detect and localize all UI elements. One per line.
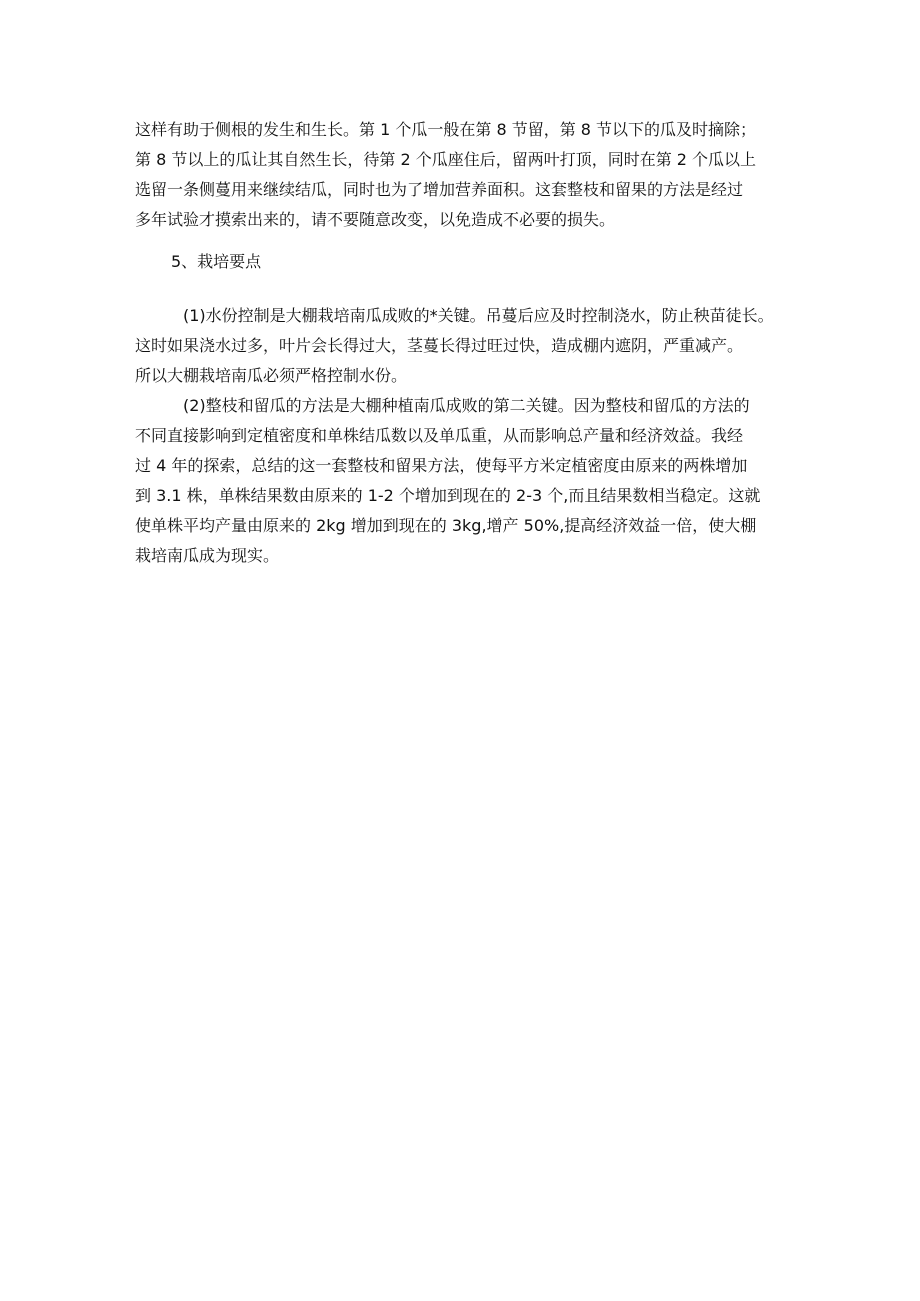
text-line: 第 8 节以上的瓜让其自然生长，待第 2 个瓜座住后，留两叶打顶，同时在第 2 个瓜以上 [135,150,757,169]
text-line: 使单株平均产量由原来的 2kg 增加到现在的 3kg,增产 50%,提高经济效益一倍，使大棚 [135,516,757,535]
text-line: 不同直接影响到定植密度和单株结瓜数以及单瓜重，从而影响总产量和经济效益。我经 [135,426,744,445]
text-line: 多年试验才摸索出来的，请不要随意改变，以免造成不必要的损失。 [135,210,616,229]
text-line: 过 4 年的探索，总结的这一套整枝和留果方法，使每平方米定植密度由原来的两株增加 [135,456,748,475]
text-line: 选留一条侧蔓用来继续结瓜，同时也为了增加营养面积。这套整枝和留果的方法是经过 [135,180,744,199]
document-body [135,115,787,571]
text-line: 所以大棚栽培南瓜必须严格控制水份。 [135,366,408,385]
text-line: (1)水份控制是大棚栽培南瓜成败的*关键。吊蔓后应及时控制浇水，防止秧苗徒长。 [183,306,774,325]
intro-paragraph [135,115,787,235]
paragraph-pruning [135,391,787,571]
text-line: 这样有助于侧根的发生和生长。第 1 个瓜一般在第 8 节留，第 8 节以下的瓜及时摘除； [135,120,757,139]
text-line: (2)整枝和留瓜的方法是大棚种植南瓜成败的第二关键。因为整枝和留瓜的方法的 [183,396,750,415]
text-line: 栽培南瓜成为现实。 [135,546,280,565]
paragraph-water-control [135,301,787,391]
text-line: 到 3.1 株，单株结果数由原来的 1-2 个增加到现在的 2-3 个,而且结果数相当稳定。这就 [135,486,761,505]
text-line: 这时如果浇水过多，叶片会长得过大，茎蔓长得过旺过快，造成棚内遮阴，严重减产。 [135,336,744,355]
section-heading: 5、栽培要点 [171,252,262,271]
